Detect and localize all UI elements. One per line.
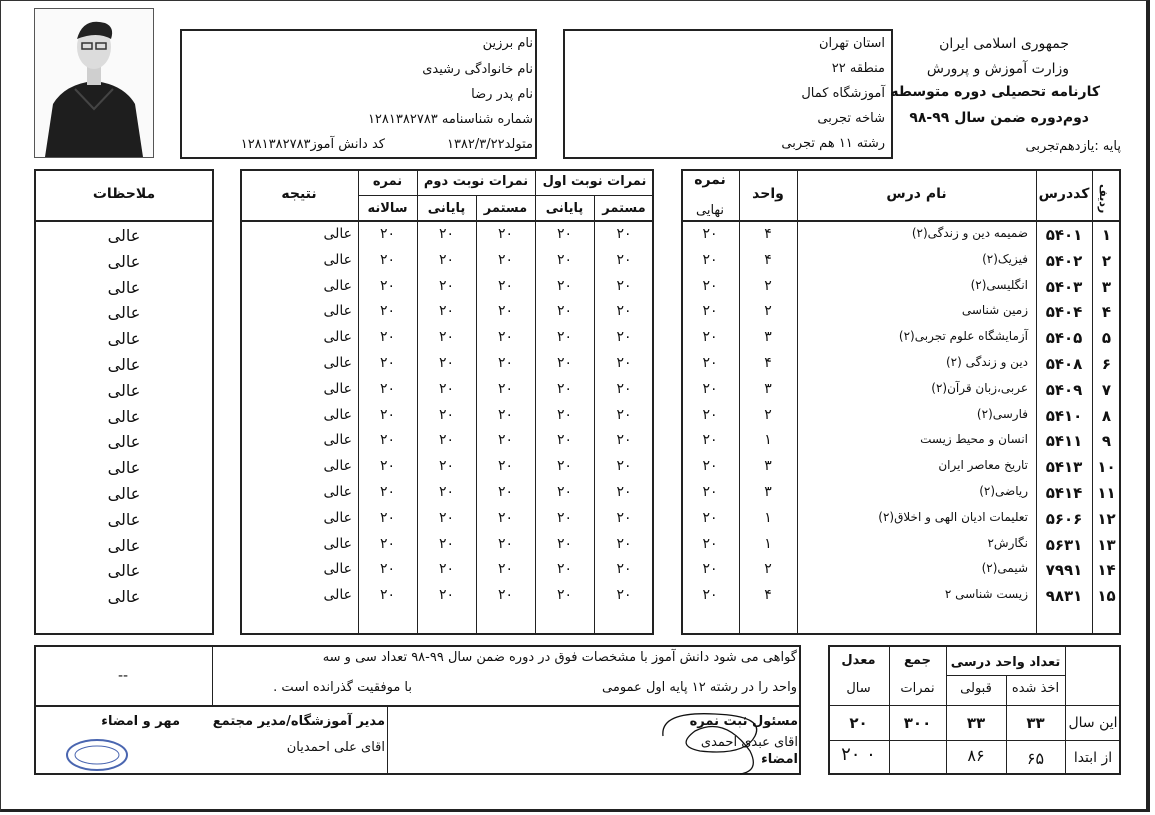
registrar-title: مسئول ثبت نمره xyxy=(689,714,798,729)
t1-continuous: ۲۰ xyxy=(616,277,632,294)
header-row-number: ردیف xyxy=(1097,184,1110,214)
course-units: ۱ xyxy=(764,432,772,449)
course-final-grade: ۲۰ xyxy=(702,226,718,242)
school-seal xyxy=(62,735,132,775)
header-annual-2: سالانه xyxy=(367,201,408,216)
header-remarks: ملاحظات xyxy=(92,186,156,202)
course-name: انگلیسی(۲) xyxy=(970,277,1028,292)
certification-remarks-value: -- xyxy=(117,668,129,684)
course-final-grade: ۲۰ xyxy=(702,561,718,578)
t2-continuous: ۲۰ xyxy=(497,535,514,552)
t1-continuous: ۲۰ xyxy=(616,226,632,242)
course-remark: عالی xyxy=(107,587,141,607)
header-course-code: کددرس xyxy=(1038,186,1090,202)
course-code: ۵۴۱۳ xyxy=(1045,458,1083,477)
course-units: ۴ xyxy=(764,226,772,242)
row-number: ۲ xyxy=(1101,251,1112,270)
course-result: عالی xyxy=(323,535,352,552)
t2-continuous: ۲۰ xyxy=(497,406,514,423)
certification-line-2a: واحد را در رشته ۱۲ پایه اول عمومی xyxy=(602,680,797,695)
course-name: تعلیمات ادیان الهی و اخلاق(۲) xyxy=(878,509,1028,524)
stats-sum-header-2: نمرات xyxy=(900,681,935,696)
course-code: ۵۴۰۲ xyxy=(1045,251,1083,270)
row-number: ۱۱ xyxy=(1097,484,1116,502)
stats-from-start-sum: ۲۰ ۰ xyxy=(841,744,876,765)
course-remark: عالی xyxy=(107,509,141,529)
course-units: ۳ xyxy=(764,484,772,500)
report-term: دوم‌دوره ضمن سال ۹۹-۹۸ xyxy=(909,110,1089,126)
certification-line-1: گواهی می شود دانش آموز با مشخصات فوق در دوره ضمن سال ۹۹-۹۸ تعداد سی و سه xyxy=(322,650,797,665)
stats-avg-header-2: سال xyxy=(846,681,871,696)
t2-final: ۲۰ xyxy=(438,303,455,320)
course-name: دین و زندگی (۲) xyxy=(945,355,1028,369)
student-last-name: نام خانوادگی رشیدی xyxy=(422,62,533,77)
stats-avg-header-1: معدل xyxy=(841,653,876,668)
course-remark: عالی xyxy=(107,277,141,297)
course-remark: عالی xyxy=(107,355,141,374)
t1-continuous: ۲۰ xyxy=(616,535,632,552)
course-name: آزمایشگاه علوم تجربی(۲) xyxy=(898,329,1028,344)
course-final-grade: ۲۰ xyxy=(702,329,718,346)
row-number: ۴ xyxy=(1101,303,1112,322)
course-final-grade: ۲۰ xyxy=(702,303,718,320)
course-units: ۳ xyxy=(764,329,772,346)
student-father-name: نام پدر رضا xyxy=(471,87,533,102)
registrar-name: اقای عبدی احمدی xyxy=(700,735,798,750)
annual-grade: ۲۰ xyxy=(379,458,396,475)
row-number: ۹ xyxy=(1101,432,1112,451)
course-code: ۵۴۰۹ xyxy=(1045,380,1083,399)
school-province: استان تهران xyxy=(818,36,885,51)
stats-this-year-avg: ۲۰ xyxy=(849,714,868,732)
t2-final: ۲۰ xyxy=(438,380,455,397)
annual-grade: ۲۰ xyxy=(379,251,396,268)
course-final-grade: ۲۰ xyxy=(702,587,718,604)
annual-grade: ۲۰ xyxy=(379,226,396,242)
t1-continuous: ۲۰ xyxy=(616,458,632,475)
report-title: کارنامه تحصیلی دوره متوسطه xyxy=(890,84,1100,100)
course-units: ۴ xyxy=(764,355,772,371)
annual-grade: ۲۰ xyxy=(379,535,396,552)
t2-continuous: ۲۰ xyxy=(497,303,514,320)
course-final-grade: ۲۰ xyxy=(702,535,718,552)
t1-continuous: ۲۰ xyxy=(616,329,632,346)
course-remark: عالی xyxy=(107,380,141,400)
course-name: انسان و محیط زیست xyxy=(920,432,1028,447)
registrar-sign-label: امضاء xyxy=(761,752,798,767)
course-name: تاریخ معاصر ایران xyxy=(938,458,1028,473)
course-units: ۱ xyxy=(764,535,772,552)
header-t2-continuous: مستمر xyxy=(483,201,528,216)
course-code: ۵۴۰۱ xyxy=(1045,226,1083,244)
principal-name: اقای علی احمدیان xyxy=(286,740,385,755)
t1-continuous: ۲۰ xyxy=(616,509,632,526)
course-name: عربی،زبان قرآن(۲) xyxy=(931,380,1028,395)
t1-continuous: ۲۰ xyxy=(616,303,632,320)
course-units: ۲ xyxy=(764,303,772,320)
header-course-name: نام درس xyxy=(886,186,947,202)
t2-final: ۲۰ xyxy=(438,226,455,242)
t1-final: ۲۰ xyxy=(556,277,573,294)
header-annual-1: نمره xyxy=(372,174,403,189)
course-result: عالی xyxy=(323,277,352,294)
school-field: رشته ۱۱ هم تجربی xyxy=(781,136,885,151)
stats-from-start-label: از ابتدا xyxy=(1073,750,1113,766)
t2-continuous: ۲۰ xyxy=(497,509,514,526)
course-units: ۳ xyxy=(764,458,772,475)
stats-this-year-taken: ۳۳ xyxy=(1026,714,1045,732)
course-units: ۲ xyxy=(764,561,772,578)
course-name: فارسی(۲) xyxy=(976,406,1028,421)
student-code: کد دانش آموز۱۲۸۱۳۸۲۷۸۳ xyxy=(240,137,385,152)
course-code: ۵۴۱۴ xyxy=(1045,484,1083,502)
course-result: عالی xyxy=(323,355,352,371)
t2-final: ۲۰ xyxy=(438,329,455,346)
t2-final: ۲۰ xyxy=(438,587,455,604)
course-remark: عالی xyxy=(107,303,141,323)
course-final-grade: ۲۰ xyxy=(702,432,718,449)
course-units: ۲ xyxy=(764,277,772,294)
course-name: فیزیک(۲) xyxy=(982,251,1028,266)
course-code: ۵۴۰۵ xyxy=(1045,329,1083,348)
annual-grade: ۲۰ xyxy=(379,329,396,346)
t2-final: ۲۰ xyxy=(438,535,455,552)
course-result: عالی xyxy=(323,509,352,526)
course-final-grade: ۲۰ xyxy=(702,406,718,423)
course-final-grade: ۲۰ xyxy=(702,277,718,294)
annual-grade: ۲۰ xyxy=(379,432,396,449)
course-units: ۱ xyxy=(764,509,772,526)
t1-continuous: ۲۰ xyxy=(616,432,632,449)
t1-final: ۲۰ xyxy=(556,458,573,475)
report-grade: پایه :یازدهم‌تجربی xyxy=(1025,139,1121,154)
course-remark: عالی xyxy=(107,432,141,452)
t1-continuous: ۲۰ xyxy=(616,484,632,500)
seal-label: مهر و امضاء xyxy=(101,714,180,729)
t2-final: ۲۰ xyxy=(438,561,455,578)
t1-continuous: ۲۰ xyxy=(616,406,632,423)
course-name: شیمی(۲) xyxy=(981,561,1028,576)
course-units: ۲ xyxy=(764,406,772,423)
course-result: عالی xyxy=(323,380,352,397)
t1-final: ۲۰ xyxy=(556,251,573,268)
t1-final: ۲۰ xyxy=(556,432,573,449)
stats-passed-header: قبولی xyxy=(960,681,992,696)
annual-grade: ۲۰ xyxy=(379,303,396,320)
t1-final: ۲۰ xyxy=(556,303,573,320)
course-name: نگارش۲ xyxy=(987,535,1028,550)
header-country: جمهوری اسلامی ایران xyxy=(939,36,1069,52)
course-code: ۵۴۰۳ xyxy=(1045,277,1083,296)
student-birth-date: متولد۱۳۸۲/۳/۲۲ xyxy=(446,137,533,152)
course-name: ضمیمه دین و زندگی(۲) xyxy=(911,226,1028,240)
course-remark: عالی xyxy=(107,329,141,349)
row-number: ۱۴ xyxy=(1097,561,1116,580)
course-remark: عالی xyxy=(107,561,141,581)
t2-continuous: ۲۰ xyxy=(497,355,514,371)
course-name: زیست شناسی ۲ xyxy=(944,587,1028,602)
row-number: ۸ xyxy=(1101,406,1112,425)
t2-continuous: ۲۰ xyxy=(497,380,514,397)
t2-continuous: ۲۰ xyxy=(497,251,514,268)
stats-this-year-sum: ۳۰۰ xyxy=(903,714,932,732)
row-number: ۳ xyxy=(1101,277,1112,296)
t2-continuous: ۲۰ xyxy=(497,226,514,242)
stats-from-start-taken: ۶۵ xyxy=(1026,749,1045,768)
stats-sum-header-1: جمع xyxy=(904,653,931,668)
row-number: ۱۰ xyxy=(1097,458,1116,477)
t1-continuous: ۲۰ xyxy=(616,380,632,397)
course-result: عالی xyxy=(323,226,352,242)
header-t1-final: پایانی xyxy=(545,201,584,216)
course-final-grade: ۲۰ xyxy=(702,509,718,526)
course-code: ۵۴۱۱ xyxy=(1045,432,1083,451)
stats-this-year-label: این سال xyxy=(1068,715,1118,731)
t2-continuous: ۲۰ xyxy=(497,561,514,578)
t2-final: ۲۰ xyxy=(438,484,455,500)
principal-title: مدیر آموزشگاه/مدیر مجتمع xyxy=(212,714,385,729)
t2-final: ۲۰ xyxy=(438,432,455,449)
t2-final: ۲۰ xyxy=(438,355,455,371)
t2-final: ۲۰ xyxy=(438,406,455,423)
student-photo-image xyxy=(35,9,153,157)
row-number: ۱۳ xyxy=(1097,535,1116,554)
annual-grade: ۲۰ xyxy=(379,561,396,578)
annual-grade: ۲۰ xyxy=(379,587,396,604)
registrar-signature xyxy=(655,706,805,776)
header-final-grade-1: نمره xyxy=(694,172,726,188)
t1-continuous: ۲۰ xyxy=(616,355,632,371)
t1-final: ۲۰ xyxy=(556,509,573,526)
t2-continuous: ۲۰ xyxy=(497,277,514,294)
t1-continuous: ۲۰ xyxy=(616,251,632,268)
t2-continuous: ۲۰ xyxy=(497,329,514,346)
certification-line-2b: با موفقیت گذرانده است . xyxy=(273,680,412,695)
t1-continuous: ۲۰ xyxy=(616,587,632,604)
annual-grade: ۲۰ xyxy=(379,277,396,294)
row-number: ۷ xyxy=(1101,380,1112,399)
course-units: ۳ xyxy=(764,380,772,397)
row-number: ۱ xyxy=(1101,226,1112,244)
row-number: ۱۵ xyxy=(1097,587,1116,606)
course-result: عالی xyxy=(323,484,352,500)
stats-units-header: تعداد واحد درسی xyxy=(950,655,1061,670)
header-t1-continuous: مستمر xyxy=(602,201,646,216)
t1-final: ۲۰ xyxy=(556,380,573,397)
annual-grade: ۲۰ xyxy=(379,509,396,526)
course-remark: عالی xyxy=(107,458,141,478)
course-final-grade: ۲۰ xyxy=(702,484,718,500)
school-branch: شاخه تجربی xyxy=(817,111,885,126)
course-result: عالی xyxy=(323,303,352,320)
course-code: ۹۸۳۱ xyxy=(1045,587,1083,606)
row-number: ۵ xyxy=(1101,329,1112,348)
t1-continuous: ۲۰ xyxy=(616,561,632,578)
t2-continuous: ۲۰ xyxy=(497,587,514,604)
course-code: ۵۴۱۰ xyxy=(1045,406,1083,425)
stats-taken-header: اخذ شده xyxy=(1011,681,1060,696)
course-result: عالی xyxy=(323,432,352,449)
header-second-term: نمرات نوبت دوم xyxy=(423,174,529,189)
t1-final: ۲۰ xyxy=(556,329,573,346)
course-final-grade: ۲۰ xyxy=(702,458,718,475)
t1-final: ۲۰ xyxy=(556,561,573,578)
t2-final: ۲۰ xyxy=(438,277,455,294)
header-final-grade-2: نهایی xyxy=(695,203,725,218)
row-number: ۶ xyxy=(1101,355,1112,373)
course-result: عالی xyxy=(323,329,352,346)
header-first-term: نمرات نوبت اول xyxy=(542,174,647,189)
course-result: عالی xyxy=(323,561,352,578)
header-t2-final: پایانی xyxy=(427,201,466,216)
header-units: واحد xyxy=(752,186,784,202)
student-first-name: نام برزین xyxy=(482,36,533,51)
t2-continuous: ۲۰ xyxy=(497,458,514,475)
course-name: ریاضی(۲) xyxy=(979,484,1028,498)
course-remark: عالی xyxy=(107,484,141,503)
course-name: زمین شناسی xyxy=(961,303,1028,318)
course-remark: عالی xyxy=(107,535,141,555)
t2-final: ۲۰ xyxy=(438,251,455,268)
school-region: منطقه ۲۲ xyxy=(831,61,885,76)
t1-final: ۲۰ xyxy=(556,587,573,604)
annual-grade: ۲۰ xyxy=(379,380,396,397)
course-final-grade: ۲۰ xyxy=(702,355,718,371)
course-units: ۴ xyxy=(764,251,772,268)
t2-final: ۲۰ xyxy=(438,458,455,475)
course-result: عالی xyxy=(323,587,352,604)
header-ministry: وزارت آموزش و پرورش xyxy=(926,61,1069,77)
course-remark: عالی xyxy=(107,251,141,271)
t1-final: ۲۰ xyxy=(556,226,573,242)
t1-final: ۲۰ xyxy=(556,535,573,552)
t1-final: ۲۰ xyxy=(556,484,573,500)
course-code: ۵۴۰۴ xyxy=(1045,303,1083,322)
course-code: ۷۹۹۱ xyxy=(1045,561,1083,580)
t1-final: ۲۰ xyxy=(556,406,573,423)
school-name: آموزشگاه کمال xyxy=(801,86,885,101)
t2-continuous: ۲۰ xyxy=(497,484,514,500)
course-final-grade: ۲۰ xyxy=(702,251,718,268)
course-units: ۴ xyxy=(764,587,772,604)
course-code: ۵۶۳۱ xyxy=(1045,535,1083,554)
stats-from-start-passed: ۸۶ xyxy=(967,746,985,765)
course-code: ۵۶۰۶ xyxy=(1045,509,1083,528)
t2-final: ۲۰ xyxy=(438,509,455,526)
course-code: ۵۴۰۸ xyxy=(1045,355,1083,373)
course-result: عالی xyxy=(323,251,352,268)
course-remark: عالی xyxy=(107,226,141,245)
course-remark: عالی xyxy=(107,406,141,426)
header-result: نتیجه xyxy=(281,186,317,202)
t2-continuous: ۲۰ xyxy=(497,432,514,449)
student-photo xyxy=(34,8,154,158)
student-id-number: شماره شناسنامه ۱۲۸۱۳۸۲۷۸۳ xyxy=(367,112,533,127)
annual-grade: ۲۰ xyxy=(379,355,396,371)
annual-grade: ۲۰ xyxy=(379,406,396,423)
course-result: عالی xyxy=(323,458,352,475)
row-number: ۱۲ xyxy=(1097,509,1116,528)
stats-this-year-passed: ۳۳ xyxy=(966,714,986,732)
t1-final: ۲۰ xyxy=(556,355,573,371)
course-final-grade: ۲۰ xyxy=(702,380,718,397)
annual-grade: ۲۰ xyxy=(379,484,396,500)
course-result: عالی xyxy=(323,406,352,423)
